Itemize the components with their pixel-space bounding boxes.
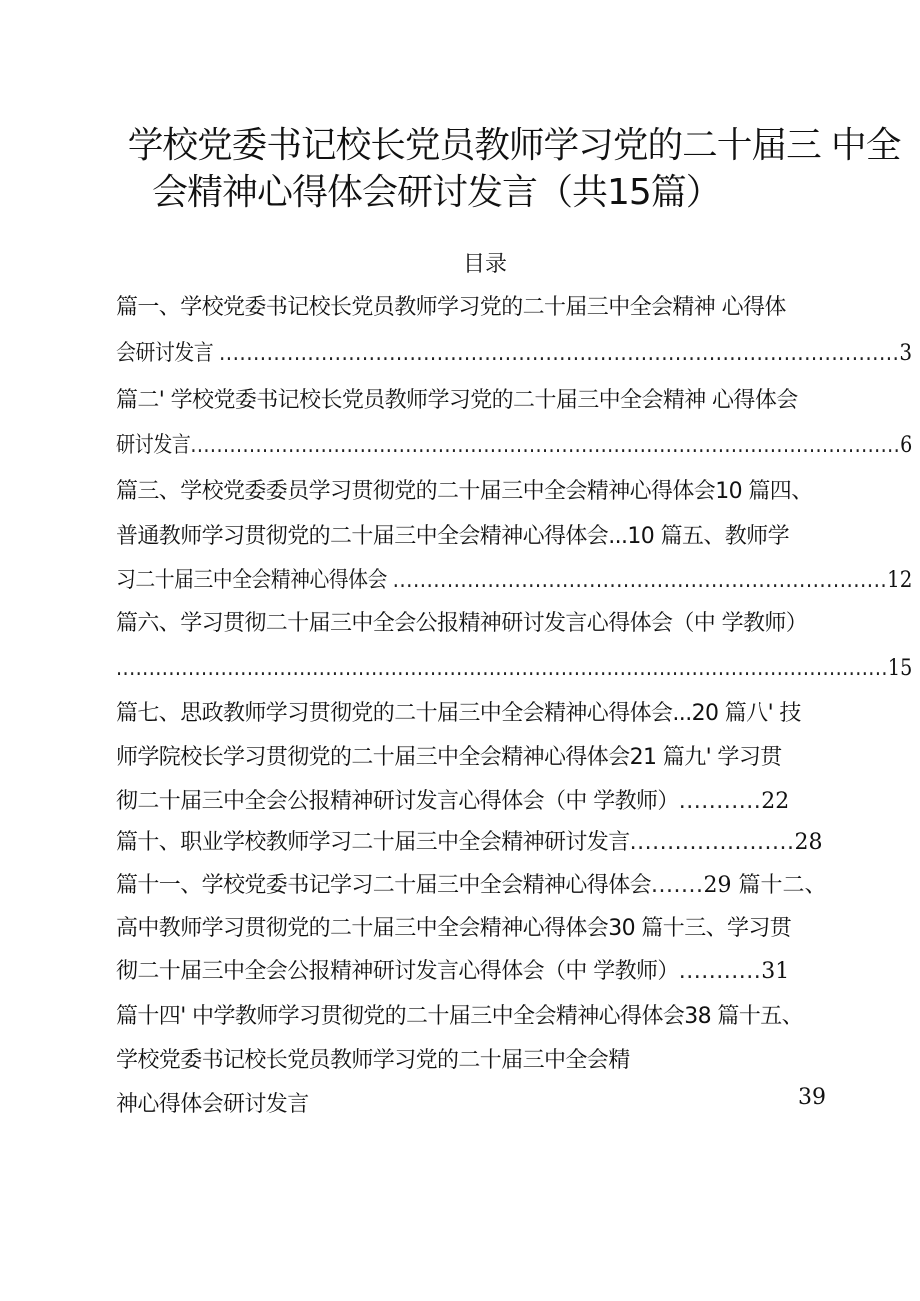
toc-line: 篇一、学校党委书记校长党员教师学习党的二十届三中全会精神 心得体 [116,295,786,320]
toc-line: 彻二十届三中全会公报精神研讨发言心得体会（中 学教师）...........31 [116,959,790,984]
toc-line: 篇六、学习贯彻二十届三中全会公报精神研讨发言心得体会（中 学教师） [116,611,808,636]
toc-line: 篇十一、学校党委书记学习二十届三中全会精神心得体会.......29 篇十二、 [116,873,827,898]
toc-line: 研讨发言.............................................................................................................6 [116,433,913,458]
toc-line: 学校党委书记校长党员教师学习党的二十届三中全会精 [116,1048,630,1073]
toc-line: 彻二十届三中全会公报精神研讨发言心得体会（中 学教师）...........22 [116,789,790,814]
toc-line: 篇十、职业学校教师学习二十届三中全会精神研讨发言......................28 [116,830,823,855]
document-title [100,122,901,216]
toc-page-number: 39 [798,1085,826,1110]
toc-line: 篇十四' 中学教师学习贯彻党的二十届三中全会精神心得体会38 篇十五、 [116,1004,804,1029]
toc-line: 篇二' 学校党委书记校长党员教师学习党的二十届三中全会精神 心得体会 [116,388,798,413]
toc-line: 普通教师学习贯彻党的二十届三中全会精神心得体会...10 篇五、教师学 [116,524,789,549]
title-line-2: 会精神心得体会研讨发言（共15篇） [152,172,721,213]
toc-line: 习二十届三中全会精神心得体会 .........................................................................12 [116,568,913,593]
toc-line: 神心得体会研讨发言 [116,1092,309,1117]
toc-line: 师学院校长学习贯彻党的二十届三中全会精神心得体会21 篇九' 学习贯 [116,745,782,770]
toc-heading: 目录 [462,252,507,277]
toc-line: ......................................................................................................................15 [116,656,913,681]
toc-line: 篇三、学校党委委员学习贯彻党的二十届三中全会精神心得体会10 篇四、 [116,479,813,504]
title-line-1: 学校党委书记校长党员教师学习党的二十届三 中全 [127,125,901,166]
toc-line: 会研讨发言 ....................................................................................................3 [116,341,913,366]
toc-line: 高中教师学习贯彻党的二十届三中全会精神心得体会30 篇十三、学习贯 [116,916,792,941]
toc-line: 篇七、思政教师学习贯彻党的二十届三中全会精神心得体会...20 篇八' 技 [116,701,801,726]
